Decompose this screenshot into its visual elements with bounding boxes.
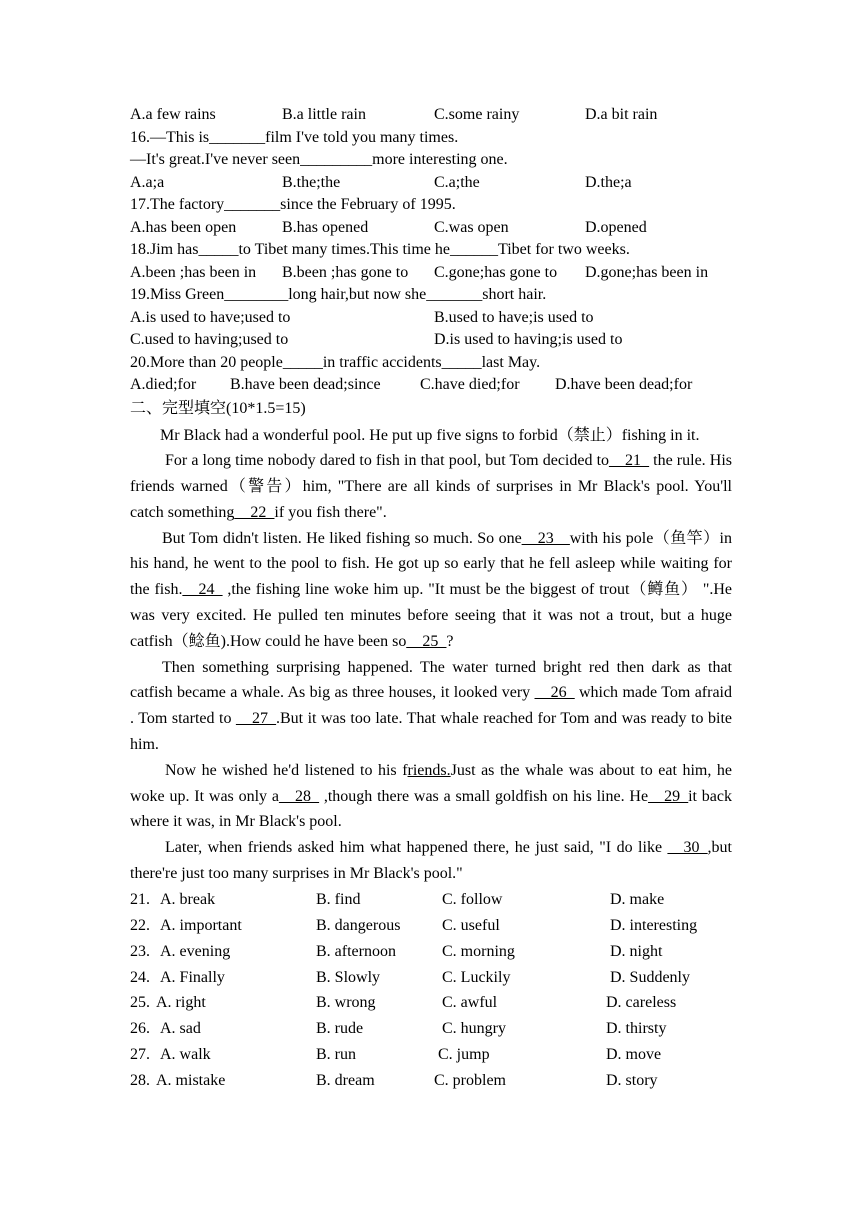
option-a: A. sad <box>160 1020 201 1038</box>
cloze-question <box>130 939 732 965</box>
blank-23: __23__ <box>521 529 570 547</box>
q20-option-b: B.have been dead;since <box>230 376 381 393</box>
option-b: B. run <box>316 1046 356 1064</box>
blank-27: __27_ <box>235 710 276 728</box>
question-number: 26. <box>130 1020 150 1038</box>
option-b: B. dangerous <box>316 916 401 934</box>
q17-option-d: D.opened <box>585 218 647 236</box>
q15-option-b: B.a little rain <box>282 106 366 123</box>
option-a: A. evening <box>160 942 231 960</box>
q18-option-c: C.gone;has gone to <box>434 263 558 281</box>
option-a: A. walk <box>160 1046 211 1064</box>
question-number: 24. <box>130 968 150 986</box>
q15-option-a: A.a few rains <box>130 106 216 123</box>
question-number: 28. <box>130 1072 150 1090</box>
q19-option-c: C.used to having;used to <box>130 331 289 348</box>
cloze-question <box>130 1068 732 1094</box>
passage-paragraph-6: Later, when friends asked him what happened there, he just said, "I do like __30_,but there're just too many surprises in Mr Black's pool." <box>130 839 732 883</box>
q20-option-d: D.have been dead;for <box>555 376 693 393</box>
option-c: C. problem <box>434 1072 506 1090</box>
exam-page <box>130 104 732 1094</box>
question-number: 23. <box>130 942 150 960</box>
q19-options-row2 <box>130 329 732 352</box>
underlined-word: riends. <box>407 761 451 779</box>
q18-option-d: D.gone;has been in <box>585 263 709 281</box>
cloze-question <box>130 1016 732 1042</box>
q16-stem-1: 16.—This is_______film I've told you many times. <box>130 128 459 146</box>
option-b: B. find <box>316 890 361 908</box>
q16-option-b: B.the;the <box>282 173 341 191</box>
q18-options <box>130 262 732 285</box>
option-d: D. night <box>610 942 663 960</box>
section-title: 二、完型填空(10*1.5=15) <box>130 399 306 417</box>
option-d: D. careless <box>606 994 677 1012</box>
blank-26: __26_ <box>534 684 575 702</box>
blank-22: __22_ <box>234 503 275 521</box>
option-b: B. afternoon <box>316 942 396 960</box>
q18-option-b: B.been ;has gone to <box>282 263 409 281</box>
option-c: C. Luckily <box>442 968 511 986</box>
option-a: A. break <box>160 890 216 908</box>
option-d: D. story <box>606 1072 658 1090</box>
cloze-question <box>130 1042 732 1068</box>
q16-option-a: A.a;a <box>130 173 165 191</box>
passage-paragraph-3: But Tom didn't listen. He liked fishing so much. So one__23__with his pole（鱼竿）in his hand, he went to the pool to fish. He got up so early that he fell asleep while waiting for the fish.__24_ ,the fishing line woke him up. "It must be the biggest of trout（鳟鱼） ".He was very excited. He pulled ten minutes before seeing that it was not a trout, but a huge catfish（鲶鱼).How could he have been so__25_? <box>130 529 733 650</box>
passage-paragraph-4: Then something surprising happened. The water turned bright red then dark as that catfish became a whale. As big as three houses, it looked very __26_ which made Tom afraid . Tom started to __27_.But it was too late. That whale reached for Tom and was ready to bite him. <box>130 658 732 754</box>
option-a: A. Finally <box>160 968 225 986</box>
blank-25: __25_ <box>406 632 447 650</box>
q17-option-c: C.was open <box>434 218 509 236</box>
q15-option-d: D.a bit rain <box>585 106 658 123</box>
option-c: C. follow <box>442 890 503 908</box>
q19-stem: 19.Miss Green________long hair,but now she_______short hair. <box>130 286 547 303</box>
option-d: D. Suddenly <box>610 968 690 986</box>
q19-option-d: D.is used to having;is used to <box>434 331 623 348</box>
passage-paragraph-5: Now he wished he'd listened to his friends.Just as the whale was about to eat him, he woke up. It was only a__28_ ,though there was a small goldfish on his line. He__29_it back where it was, in Mr Black's pool. <box>130 761 733 831</box>
passage-paragraph-1: Mr Black had a wonderful pool. He put up five signs to forbid（禁止）fishing in it. <box>160 426 700 444</box>
q19-options-row1 <box>130 307 732 330</box>
option-c: C. useful <box>442 916 500 934</box>
option-d: D. make <box>610 890 665 908</box>
blank-28: __28_ <box>279 787 319 805</box>
option-c: C. hungry <box>442 1020 506 1038</box>
q16-option-c: C.a;the <box>434 173 480 191</box>
q17-options <box>130 217 732 240</box>
option-d: D. move <box>606 1046 662 1064</box>
option-c: C. jump <box>438 1046 490 1064</box>
passage-paragraph-2: For a long time nobody dared to fish in that pool, but Tom decided to__21_ the rule. His friends warned（警告）him, "There are all kinds of surprises in Mr Black's pool. You'll catch something__22_if you fish there". <box>130 452 732 521</box>
q20-stem: 20.More than 20 people_____in traffic accidents_____last May. <box>130 353 541 371</box>
question-number: 27. <box>130 1046 150 1064</box>
question-number: 21. <box>130 890 150 908</box>
blank-29: __29_ <box>648 787 689 805</box>
option-b: B. dream <box>316 1072 375 1090</box>
q20-option-a: A.died;for <box>130 376 197 393</box>
q17-option-b: B.has opened <box>282 218 369 236</box>
q20-option-c: C.have died;for <box>420 376 520 393</box>
cloze-question <box>130 990 732 1016</box>
cloze-question <box>130 913 732 939</box>
option-b: B. Slowly <box>316 968 381 986</box>
q15-options <box>130 104 732 127</box>
option-c: C. morning <box>442 942 515 960</box>
q16-option-d: D.the;a <box>585 173 632 191</box>
option-b: B. wrong <box>316 994 376 1012</box>
option-c: C. awful <box>442 994 498 1012</box>
option-a: A. right <box>156 994 206 1012</box>
q19-option-b: B.used to have;is used to <box>434 308 594 326</box>
question-number: 25. <box>130 994 150 1012</box>
blank-21: __21_ <box>609 452 650 470</box>
q20-options <box>130 374 732 397</box>
q19-option-a: A.is used to have;used to <box>130 308 291 326</box>
option-d: D. thirsty <box>606 1020 667 1038</box>
blank-30: __30_ <box>667 839 708 857</box>
q16-options <box>130 172 732 195</box>
option-d: D. interesting <box>610 916 698 934</box>
q17-stem: 17.The factory_______since the February of 1995. <box>130 196 456 213</box>
option-b: B. rude <box>316 1020 364 1038</box>
cloze-question <box>130 887 732 913</box>
q18-stem: 18.Jim has_____to Tibet many times.This time he______Tibet for two weeks. <box>130 241 630 258</box>
option-a: A. important <box>160 916 242 934</box>
blank-24: __24_ <box>182 581 223 599</box>
q17-option-a: A.has been open <box>130 218 237 236</box>
question-number: 22. <box>130 916 150 934</box>
cloze-question-list <box>130 887 732 1094</box>
q15-option-c: C.some rainy <box>434 106 520 123</box>
q18-option-a: A.been ;has been in <box>130 263 257 281</box>
cloze-question <box>130 965 732 991</box>
option-a: A. mistake <box>156 1072 226 1090</box>
q16-stem-2: —It's great.I've never seen_________more interesting one. <box>130 151 508 168</box>
